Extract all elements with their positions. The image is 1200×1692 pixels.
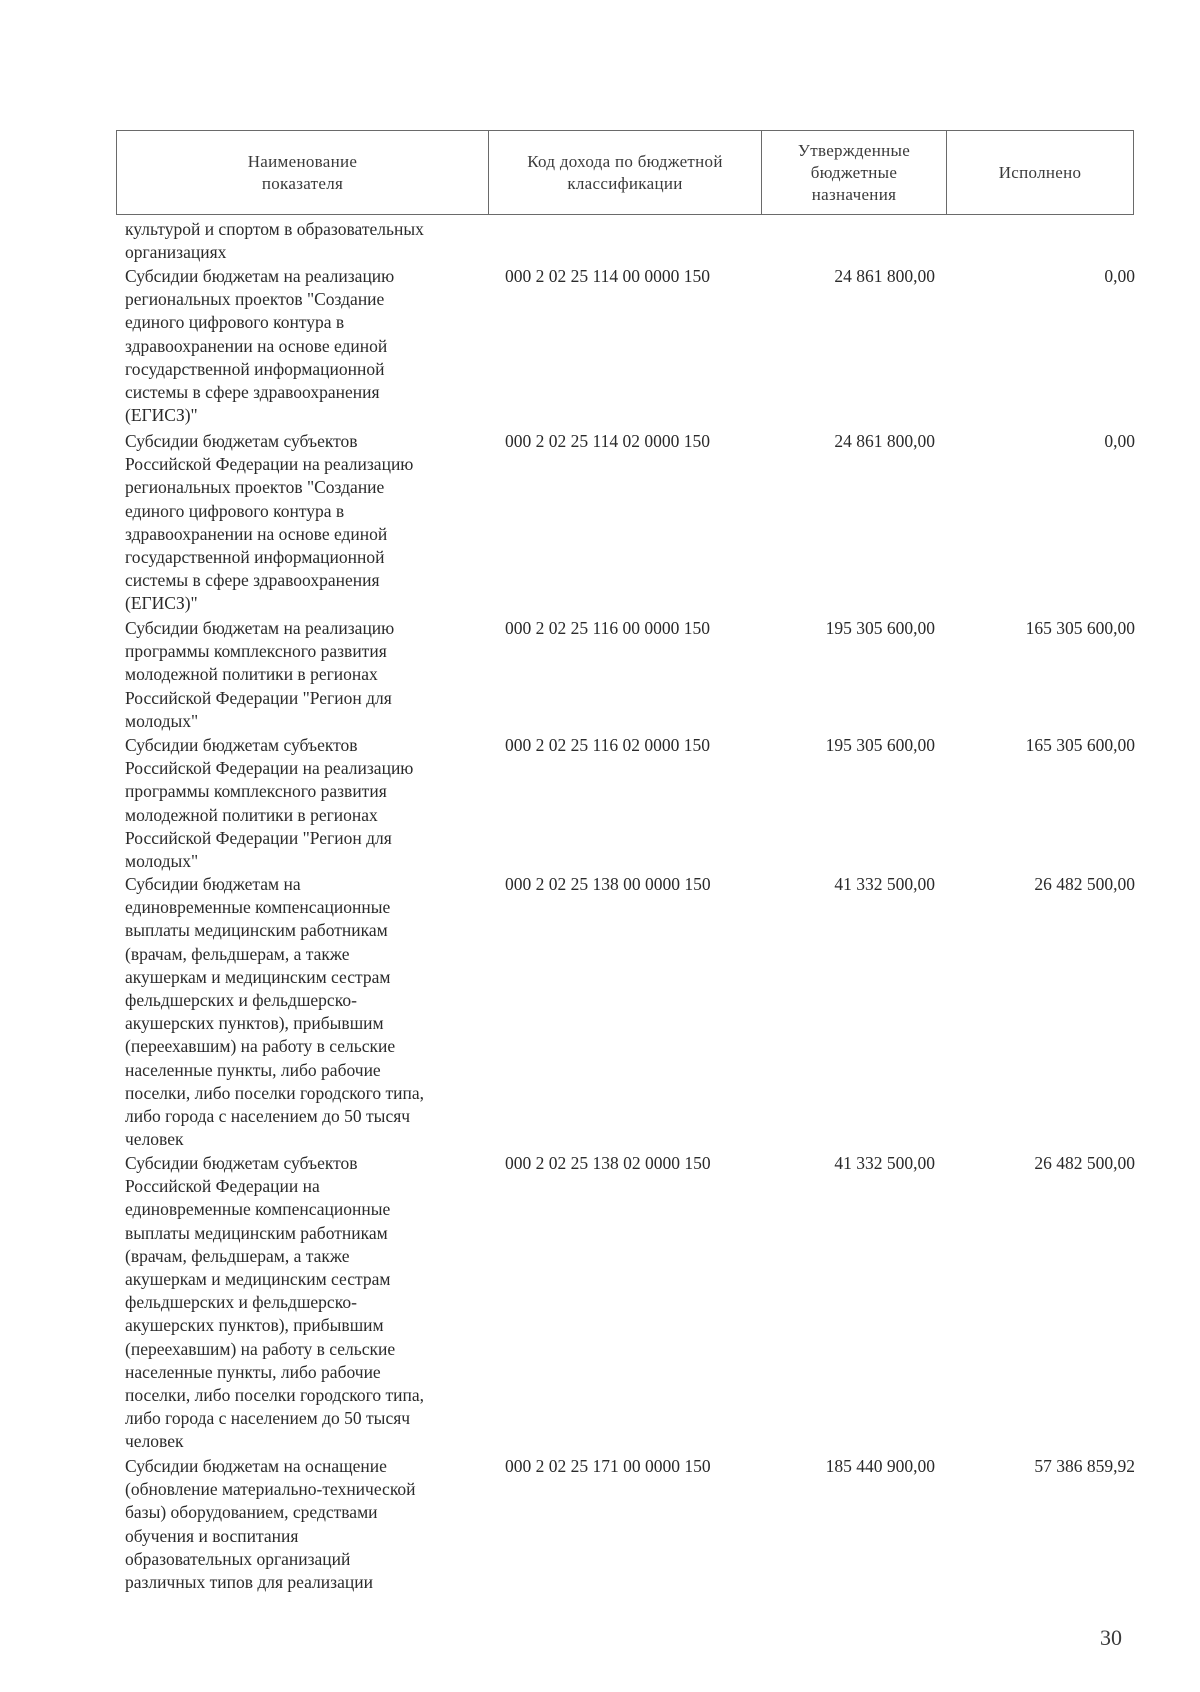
- row-executed: 26 482 500,00: [1034, 1153, 1135, 1173]
- row-code: 000 2 02 25 116 00 0000 150: [505, 618, 710, 638]
- row-name: Субсидии бюджетам субъектов Российской Федерации на реализацию программы комплексного развития молодежной политики в регионах Российской Федерации "Регион для молодых": [125, 735, 414, 872]
- row-name: Субсидии бюджетам на единовременные компенсационные выплаты медицинским работникам (врачам, фельдшерам, а также акушеркам и медицинским сестрам фельдшерских и фельдшерско- акушерских пунктов), прибывшим (переехавшим) на работу в сельские населенные пункты, либо рабочие поселки, либо поселки городского типа, либо города с населением до 50 тысяч человек: [125, 874, 424, 1150]
- row-approved: 24 861 800,00: [834, 266, 935, 286]
- row-executed: 165 305 600,00: [1025, 618, 1135, 638]
- row-approved: 41 332 500,00: [834, 1153, 935, 1173]
- row-executed: 165 305 600,00: [1025, 735, 1135, 755]
- row-name: культурой и спортом в образовательных организациях: [125, 219, 424, 263]
- row-name: Субсидии бюджетам на оснащение (обновление материально-технической базы) оборудованием, средствами обучения и воспитания образовательных организаций различных типов для реализации: [125, 1456, 416, 1593]
- row-executed: 0,00: [1104, 431, 1135, 451]
- row-code: 000 2 02 25 114 00 0000 150: [505, 266, 710, 286]
- row-approved: 24 861 800,00: [834, 431, 935, 451]
- page-number: 30: [1100, 1625, 1122, 1650]
- table-header: [116, 130, 1134, 215]
- row-code: 000 2 02 25 171 00 0000 150: [505, 1456, 711, 1476]
- row-code: 000 2 02 25 116 02 0000 150: [505, 735, 710, 755]
- header-name: Наименование показателя: [117, 131, 489, 214]
- row-executed: 26 482 500,00: [1034, 874, 1135, 894]
- row-executed: 57 386 859,92: [1034, 1456, 1135, 1476]
- row-code: 000 2 02 25 138 02 0000 150: [505, 1153, 711, 1173]
- row-approved: 41 332 500,00: [834, 874, 935, 894]
- row-approved: 195 305 600,00: [825, 618, 935, 638]
- row-approved: 195 305 600,00: [825, 735, 935, 755]
- header-code: Код дохода по бюджетной классификации: [489, 131, 762, 214]
- row-approved: 185 440 900,00: [825, 1456, 935, 1476]
- row-executed: 0,00: [1104, 266, 1135, 286]
- row-code: 000 2 02 25 114 02 0000 150: [505, 431, 710, 451]
- row-code: 000 2 02 25 138 00 0000 150: [505, 874, 711, 894]
- row-name: Субсидии бюджетам субъектов Российской Федерации на единовременные компенсационные выплаты медицинским работникам (врачам, фельдшерам, а также акушеркам и медицинским сестрам фельдшерских и фельдшерско- акушерских пунктов), прибывшим (переехавшим) на работу в сельские населенные пункты, либо рабочие поселки, либо поселки городского типа, либо города с населением до 50 тысяч человек: [125, 1153, 424, 1452]
- header-executed: Исполнено: [998, 162, 1082, 182]
- row-name: Субсидии бюджетам на реализацию региональных проектов "Создание единого цифрового контура в здравоохранении на основе единой государственной информационной системы в сфере здравоохранения (ЕГИСЗ)": [125, 266, 395, 426]
- row-name: Субсидии бюджетам субъектов Российской Федерации на реализацию региональных проектов "Создание единого цифрового контура в здравоохранении на основе единой государственной информационной системы в сфере здравоохранения (ЕГИСЗ)": [125, 431, 414, 614]
- row-name: Субсидии бюджетам на реализацию программы комплексного развития молодежной политики в регионах Российской Федерации "Регион для молодых": [125, 618, 395, 731]
- header-approved: Утвержденные бюджетные назначения: [762, 131, 947, 214]
